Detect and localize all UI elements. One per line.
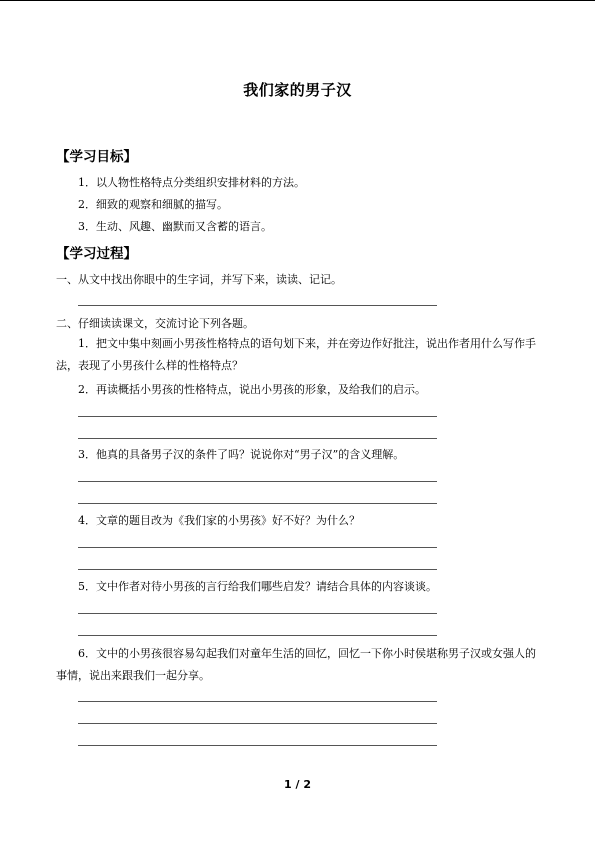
header-rule bbox=[0, 0, 595, 1]
objective-item: 2．细致的观察和细腻的描写。 bbox=[78, 198, 228, 211]
page-title: 我们家的男子汉 bbox=[243, 81, 352, 99]
part-two-instruction: 二、仔细读读课文，交流讨论下列各题。 bbox=[56, 317, 254, 330]
answer-line bbox=[78, 701, 437, 702]
answer-line bbox=[78, 635, 437, 636]
answer-line bbox=[78, 416, 437, 417]
part-one-instruction: 一、从文中找出你眼中的生字词，并写下来，读读、记记。 bbox=[56, 273, 342, 286]
question-1: 1．把文中集中刻画小男孩性格特点的语句划下来，并在旁边作好批注，说出作者用什么写作手法，表现了小男孩什么样的性格特点？ bbox=[56, 337, 536, 372]
question-5: 5．文中作者对待小男孩的言行给我们哪些启发？请结合具体的内容谈谈。 bbox=[78, 580, 437, 593]
answer-line bbox=[78, 481, 437, 482]
answer-line bbox=[78, 503, 437, 504]
question-4: 4．文章的题目改为《我们家的小男孩》好不好？为什么？ bbox=[78, 514, 360, 527]
answer-line bbox=[78, 438, 437, 439]
answer-line bbox=[78, 547, 437, 548]
answer-line bbox=[78, 723, 437, 724]
page-number: 1 / 2 bbox=[284, 778, 311, 791]
process-heading: 【学习过程】 bbox=[56, 246, 137, 262]
answer-line bbox=[78, 745, 437, 746]
answer-line bbox=[78, 305, 437, 306]
answer-line bbox=[78, 613, 437, 614]
objective-item: 3．生动、风趣、幽默而又含蓄的语言。 bbox=[78, 220, 272, 233]
question-2: 2．再读概括小男孩的性格特点，说出小男孩的形象，及给我们的启示。 bbox=[78, 383, 426, 396]
objective-item: 1．以人物性格特点分类组织安排材料的方法。 bbox=[78, 176, 305, 189]
question-6: 6．文中的小男孩很容易勾起我们对童年生活的回忆，回忆一下你小时侯堪称男子汉或女强人的事情，说出来跟我们一起分享。 bbox=[56, 647, 536, 682]
question-3: 3．他真的具备男子汉的条件了吗？说说你对“男子汉”的含义理解。 bbox=[78, 448, 405, 461]
objectives-heading: 【学习目标】 bbox=[56, 149, 137, 165]
answer-line bbox=[78, 569, 437, 570]
